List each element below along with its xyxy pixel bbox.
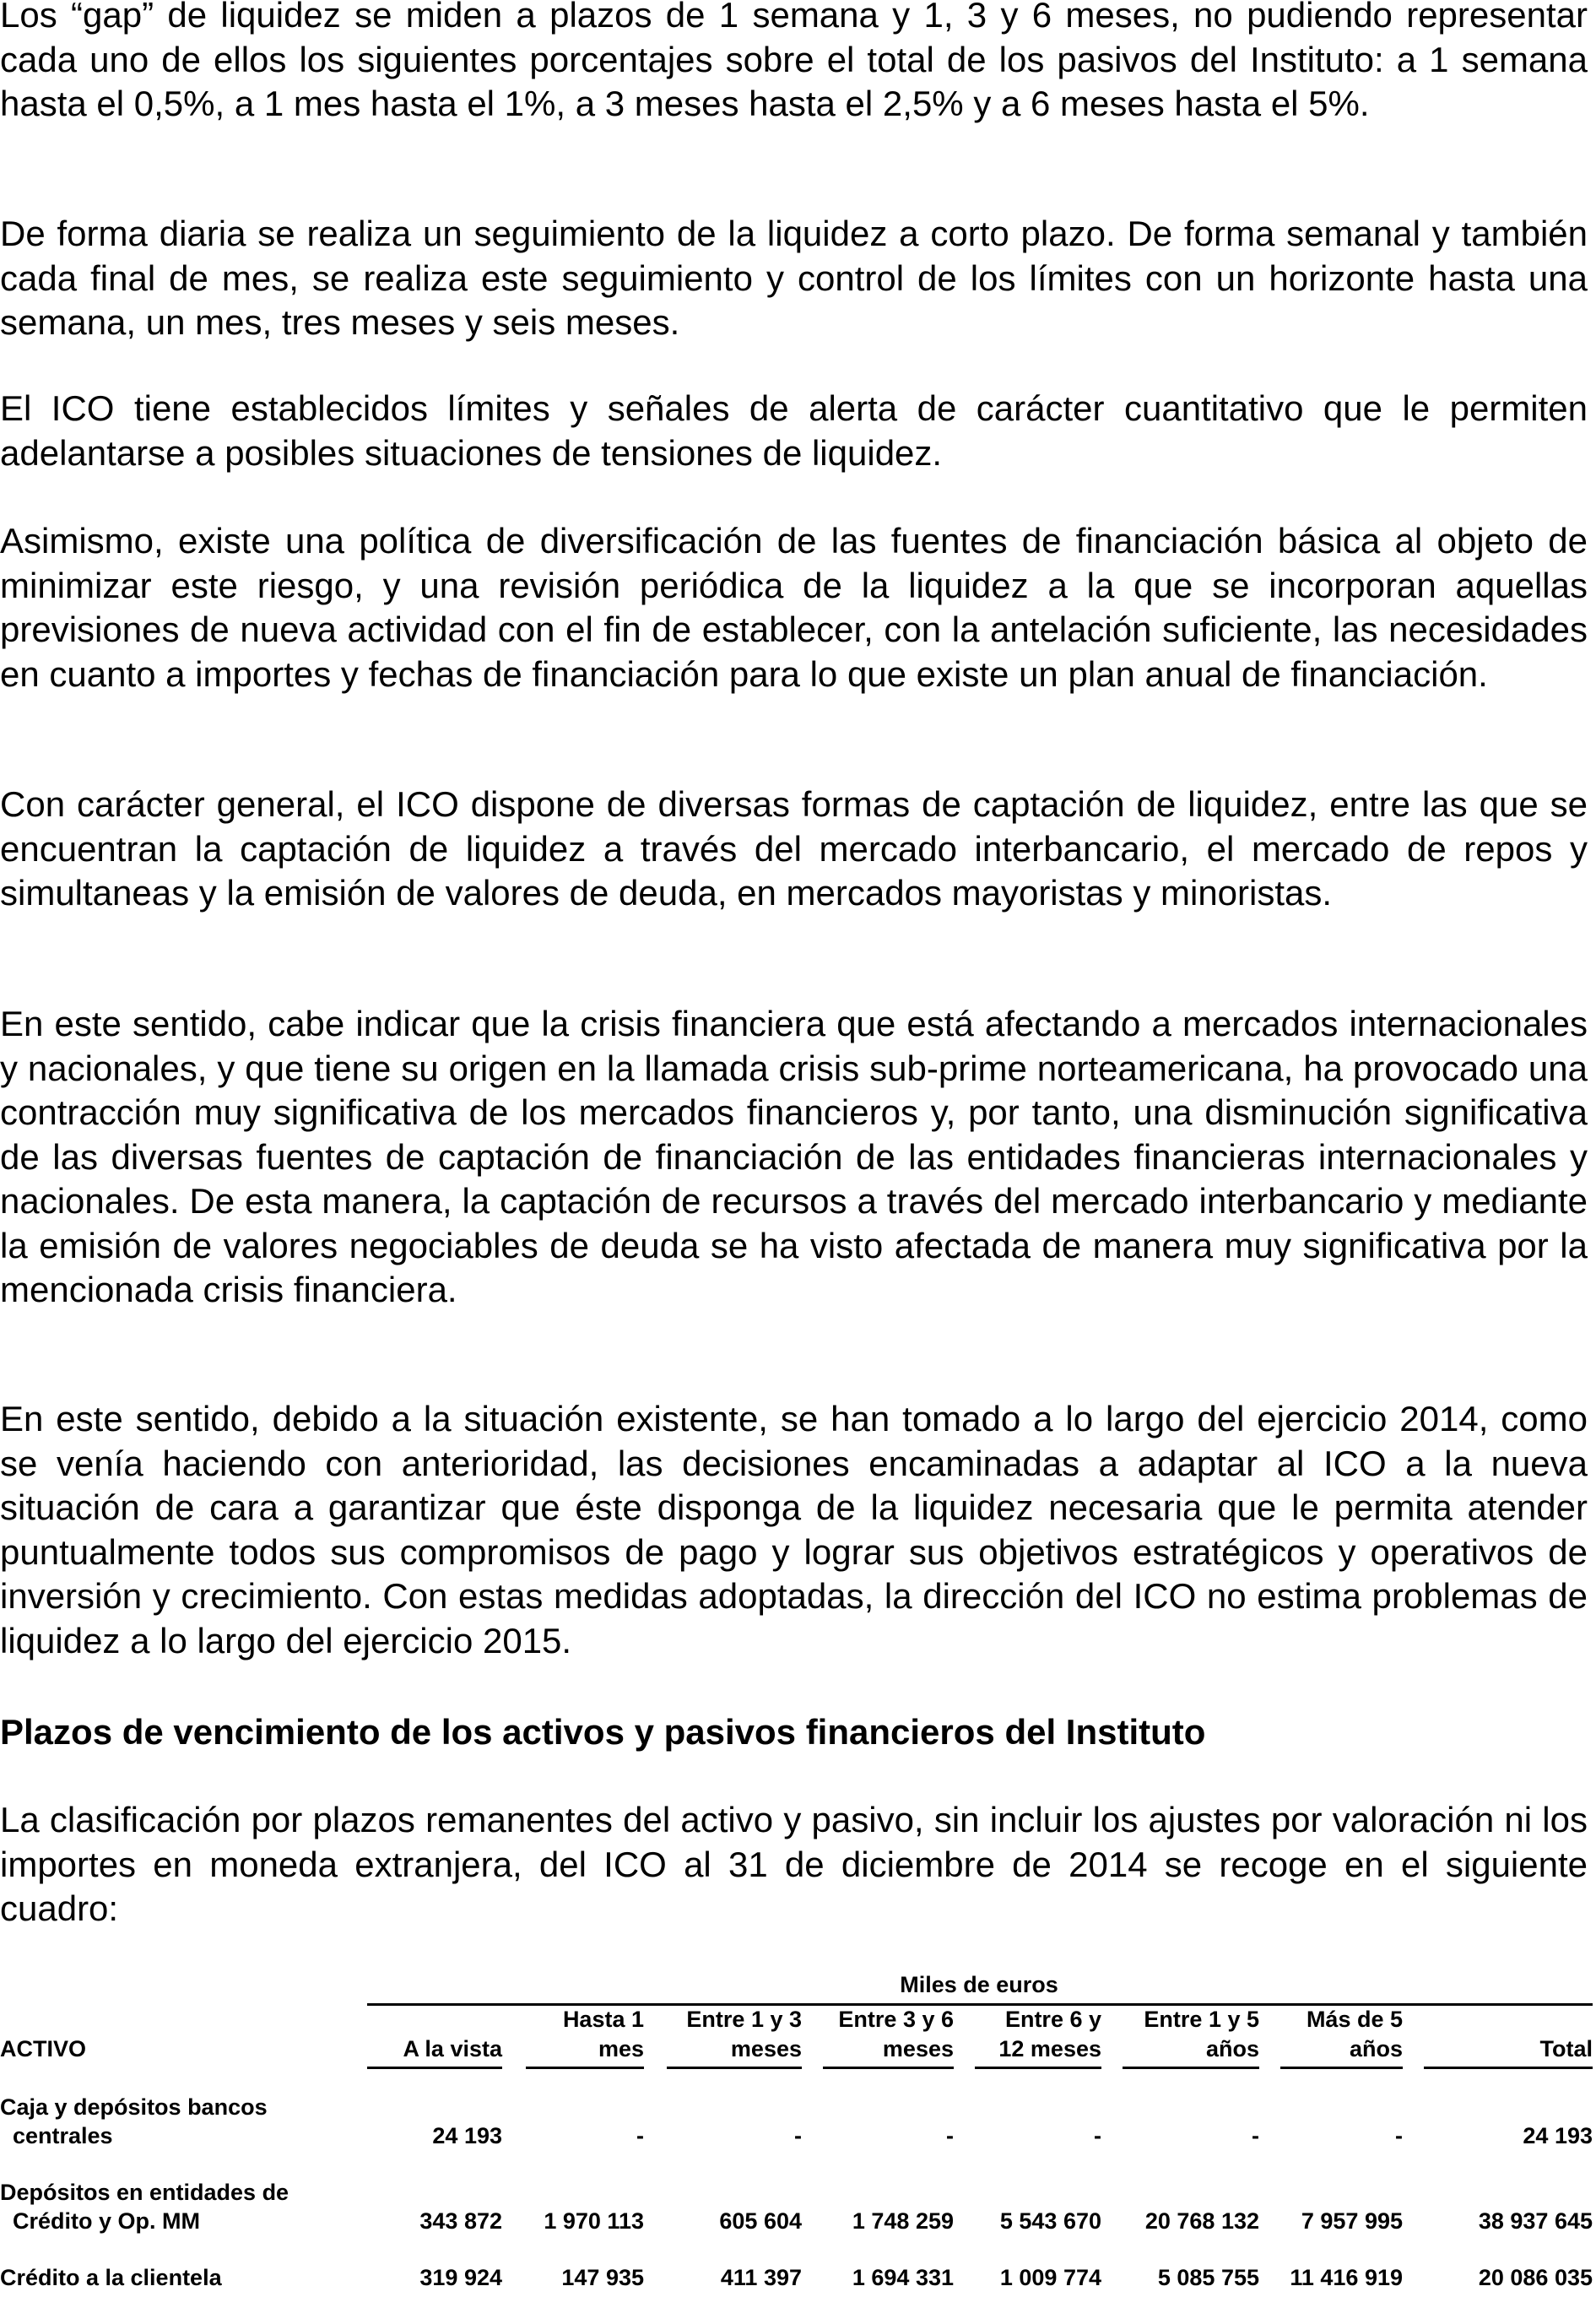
paragraph-daily-monitoring: De forma diaria se realiza un seguimiento de la liquidez a corto plazo. De forma semanal y también cada final de mes, se realiza este seguimiento y control de los límites con un horizonte hasta una semana, un mes, tres meses y seis meses.	[0, 214, 1588, 342]
cell-entre-1-y-5: -	[1252, 2123, 1259, 2148]
column-header-hasta-1-mes	[526, 2005, 644, 2064]
column-header-line1: Entre 1 y 3	[686, 2007, 802, 2032]
cell-a-la-vista: 319 924	[419, 2265, 502, 2290]
cell-entre-6-y-12: 1 009 774	[999, 2265, 1101, 2290]
cell-entre-3-y-6: 1 748 259	[852, 2208, 954, 2234]
row-label	[0, 2178, 289, 2235]
column-header-line1: Entre 1 y 5	[1144, 2007, 1259, 2032]
column-header-line1: Más de 5	[1306, 2007, 1403, 2032]
cell-entre-3-y-6: 1 694 331	[852, 2265, 954, 2290]
row-label-line1: Caja y depósitos bancos	[0, 2094, 268, 2120]
paragraph-2014-decisions: En este sentido, debido a la situación existente, se han tomado a lo largo del ejercicio 2014, como se venía haciendo con anterioridad, las decisiones encaminadas a adaptar al ICO a la nueva situación de cara a garantizar que éste disponga de la liquidez necesaria que le permita atender puntualmente todos sus compromisos de pago y lograr sus objetivos estratégicos y operativos de inversión y crecimiento. Con estas medidas adoptadas, la dirección del ICO no estima problemas de liquidez a lo largo del ejercicio 2015.	[0, 1399, 1588, 1660]
paragraph-table-intro: La clasificación por plazos remanentes del activo y pasivo, sin incluir los ajustes por valoración ni los importes en moneda extranjera, del ICO al 31 de diciembre de 2014 se recoge en el siguiente cuadro:	[0, 1800, 1588, 1928]
cell-entre-1-y-5: 5 085 755	[1157, 2265, 1259, 2290]
cell-entre-6-y-12: 5 543 670	[999, 2208, 1101, 2234]
cell-entre-1-y-3: 605 604	[719, 2208, 802, 2234]
column-header-mas-de-5	[1280, 2005, 1403, 2064]
column-header-line2: A la vista	[403, 2036, 502, 2061]
column-header-a-la-vista	[367, 2005, 502, 2064]
paragraph-financial-crisis: En este sentido, cabe indicar que la crisis financiera que está afectando a mercados internacionales y nacionales, y que tiene su origen en la llamada crisis sub-prime norteamericana, ha provocado una contracción muy significativa de los mercados financieros y, por tanto, una disminución significativa de las diversas fuentes de captación de financiación de las entidades financieras internacionales y nacionales. De esta manera, la captación de recursos a través del mercado interbancario y mediante la emisión de valores negociables de deuda se ha visto afectada de manera muy significativa por la mencionada crisis financiera.	[0, 1004, 1588, 1309]
column-underline	[1123, 2067, 1259, 2069]
cell-total: 24 193	[1523, 2123, 1593, 2148]
column-underline	[526, 2067, 644, 2069]
cell-a-la-vista: 343 872	[419, 2208, 502, 2234]
column-header-entre-3-y-6	[823, 2005, 954, 2064]
column-underline	[823, 2067, 954, 2069]
table-unit-label: Miles de euros	[900, 1972, 1058, 1997]
column-header-line1	[367, 2005, 502, 2034]
section-heading: Plazos de vencimiento de los activos y pasivos financieros del Instituto	[0, 1712, 1206, 1752]
column-header-line1: Entre 3 y 6	[838, 2007, 954, 2032]
cell-total: 20 086 035	[1478, 2265, 1593, 2290]
column-underline	[667, 2067, 802, 2069]
paragraph-liquidity-gaps: Los “gap” de liquidez se miden a plazos de 1 semana y 1, 3 y 6 meses, no pudiendo representar cada uno de ellos los siguientes porcentajes sobre el total de los pasivos del Instituto: a 1 semana hasta el 0,5%, a 1 mes hasta el 1%, a 3 meses hasta el 2,5% y a 6 meses hasta el 5%.	[0, 0, 1588, 123]
cell-entre-1-y-3: -	[794, 2123, 802, 2148]
cell-hasta-1-mes: -	[636, 2123, 644, 2148]
column-header-line2: años	[1349, 2036, 1403, 2061]
column-header-line1: Hasta 1	[562, 2007, 644, 2032]
row-label	[0, 2093, 268, 2150]
paragraph-diversification-policy: Asimismo, existe una política de diversificación de las fuentes de financiación básica al objeto de minimizar este riesgo, y una revisión periódica de la liquidez a la que se incorporan aquellas previsiones de nueva actividad con el fin de establecer, con la antelación suficiente, las necesidades en cuanto a importes y fechas de financiación para lo que existe un plan anual de financiación.	[0, 521, 1588, 694]
column-header-line1: Entre 6 y	[1004, 2007, 1101, 2032]
cell-mas-de-5: 11 416 919	[1290, 2265, 1403, 2290]
paragraph-funding-sources: Con carácter general, el ICO dispone de diversas formas de captación de liquidez, entre las que se encuentran la captación de liquidez a través del mercado interbancario, el mercado de repos y simultaneas y la emisión de valores de deuda, en mercados mayoristas y minoristas.	[0, 784, 1588, 913]
cell-mas-de-5: 7 957 995	[1301, 2208, 1403, 2234]
table-row	[0, 2178, 1596, 2237]
column-header-entre-1-y-3	[667, 2005, 802, 2064]
row-label	[0, 2263, 222, 2292]
column-header-line2: años	[1205, 2036, 1259, 2061]
row-label-line1: Crédito a la clientela	[0, 2265, 222, 2290]
table-row	[0, 2263, 1596, 2297]
cell-total: 38 937 645	[1478, 2208, 1593, 2234]
column-header-entre-1-y-5	[1123, 2005, 1259, 2064]
paragraph-alert-limits: El ICO tiene establecidos límites y señales de alerta de carácter cuantitativo que le permiten adelantarse a posibles situaciones de tensiones de liquidez.	[0, 388, 1588, 473]
cell-entre-6-y-12: -	[1094, 2123, 1101, 2148]
column-header-line1	[1424, 2005, 1593, 2034]
column-header-line2: meses	[882, 2036, 954, 2061]
column-header-entre-6-y-12	[975, 2005, 1101, 2064]
column-underline	[1424, 2067, 1593, 2069]
cell-hasta-1-mes: 147 935	[561, 2265, 644, 2290]
cell-hasta-1-mes: 1 970 113	[544, 2208, 644, 2234]
column-underline	[975, 2067, 1101, 2069]
column-header-line2: mes	[598, 2036, 644, 2061]
column-header-line2: meses	[730, 2036, 802, 2061]
cell-mas-de-5: -	[1395, 2123, 1403, 2148]
row-label-line1: Depósitos en entidades de	[0, 2180, 289, 2205]
column-underline	[367, 2067, 502, 2069]
cell-entre-1-y-5: 20 768 132	[1144, 2208, 1259, 2234]
row-header-activo: ACTIVO	[0, 2036, 87, 2061]
row-label-line2: centrales	[0, 2123, 113, 2148]
column-header-line2: 12 meses	[998, 2036, 1101, 2061]
cell-a-la-vista: 24 193	[432, 2123, 502, 2148]
cell-entre-1-y-3: 411 397	[720, 2265, 802, 2290]
column-header-total	[1424, 2005, 1593, 2064]
cell-entre-3-y-6: -	[946, 2123, 954, 2148]
column-header-line2: Total	[1539, 2036, 1593, 2061]
column-underline	[1280, 2067, 1403, 2069]
row-label-line2: Crédito y Op. MM	[0, 2208, 201, 2234]
table-row	[0, 2093, 1596, 2152]
